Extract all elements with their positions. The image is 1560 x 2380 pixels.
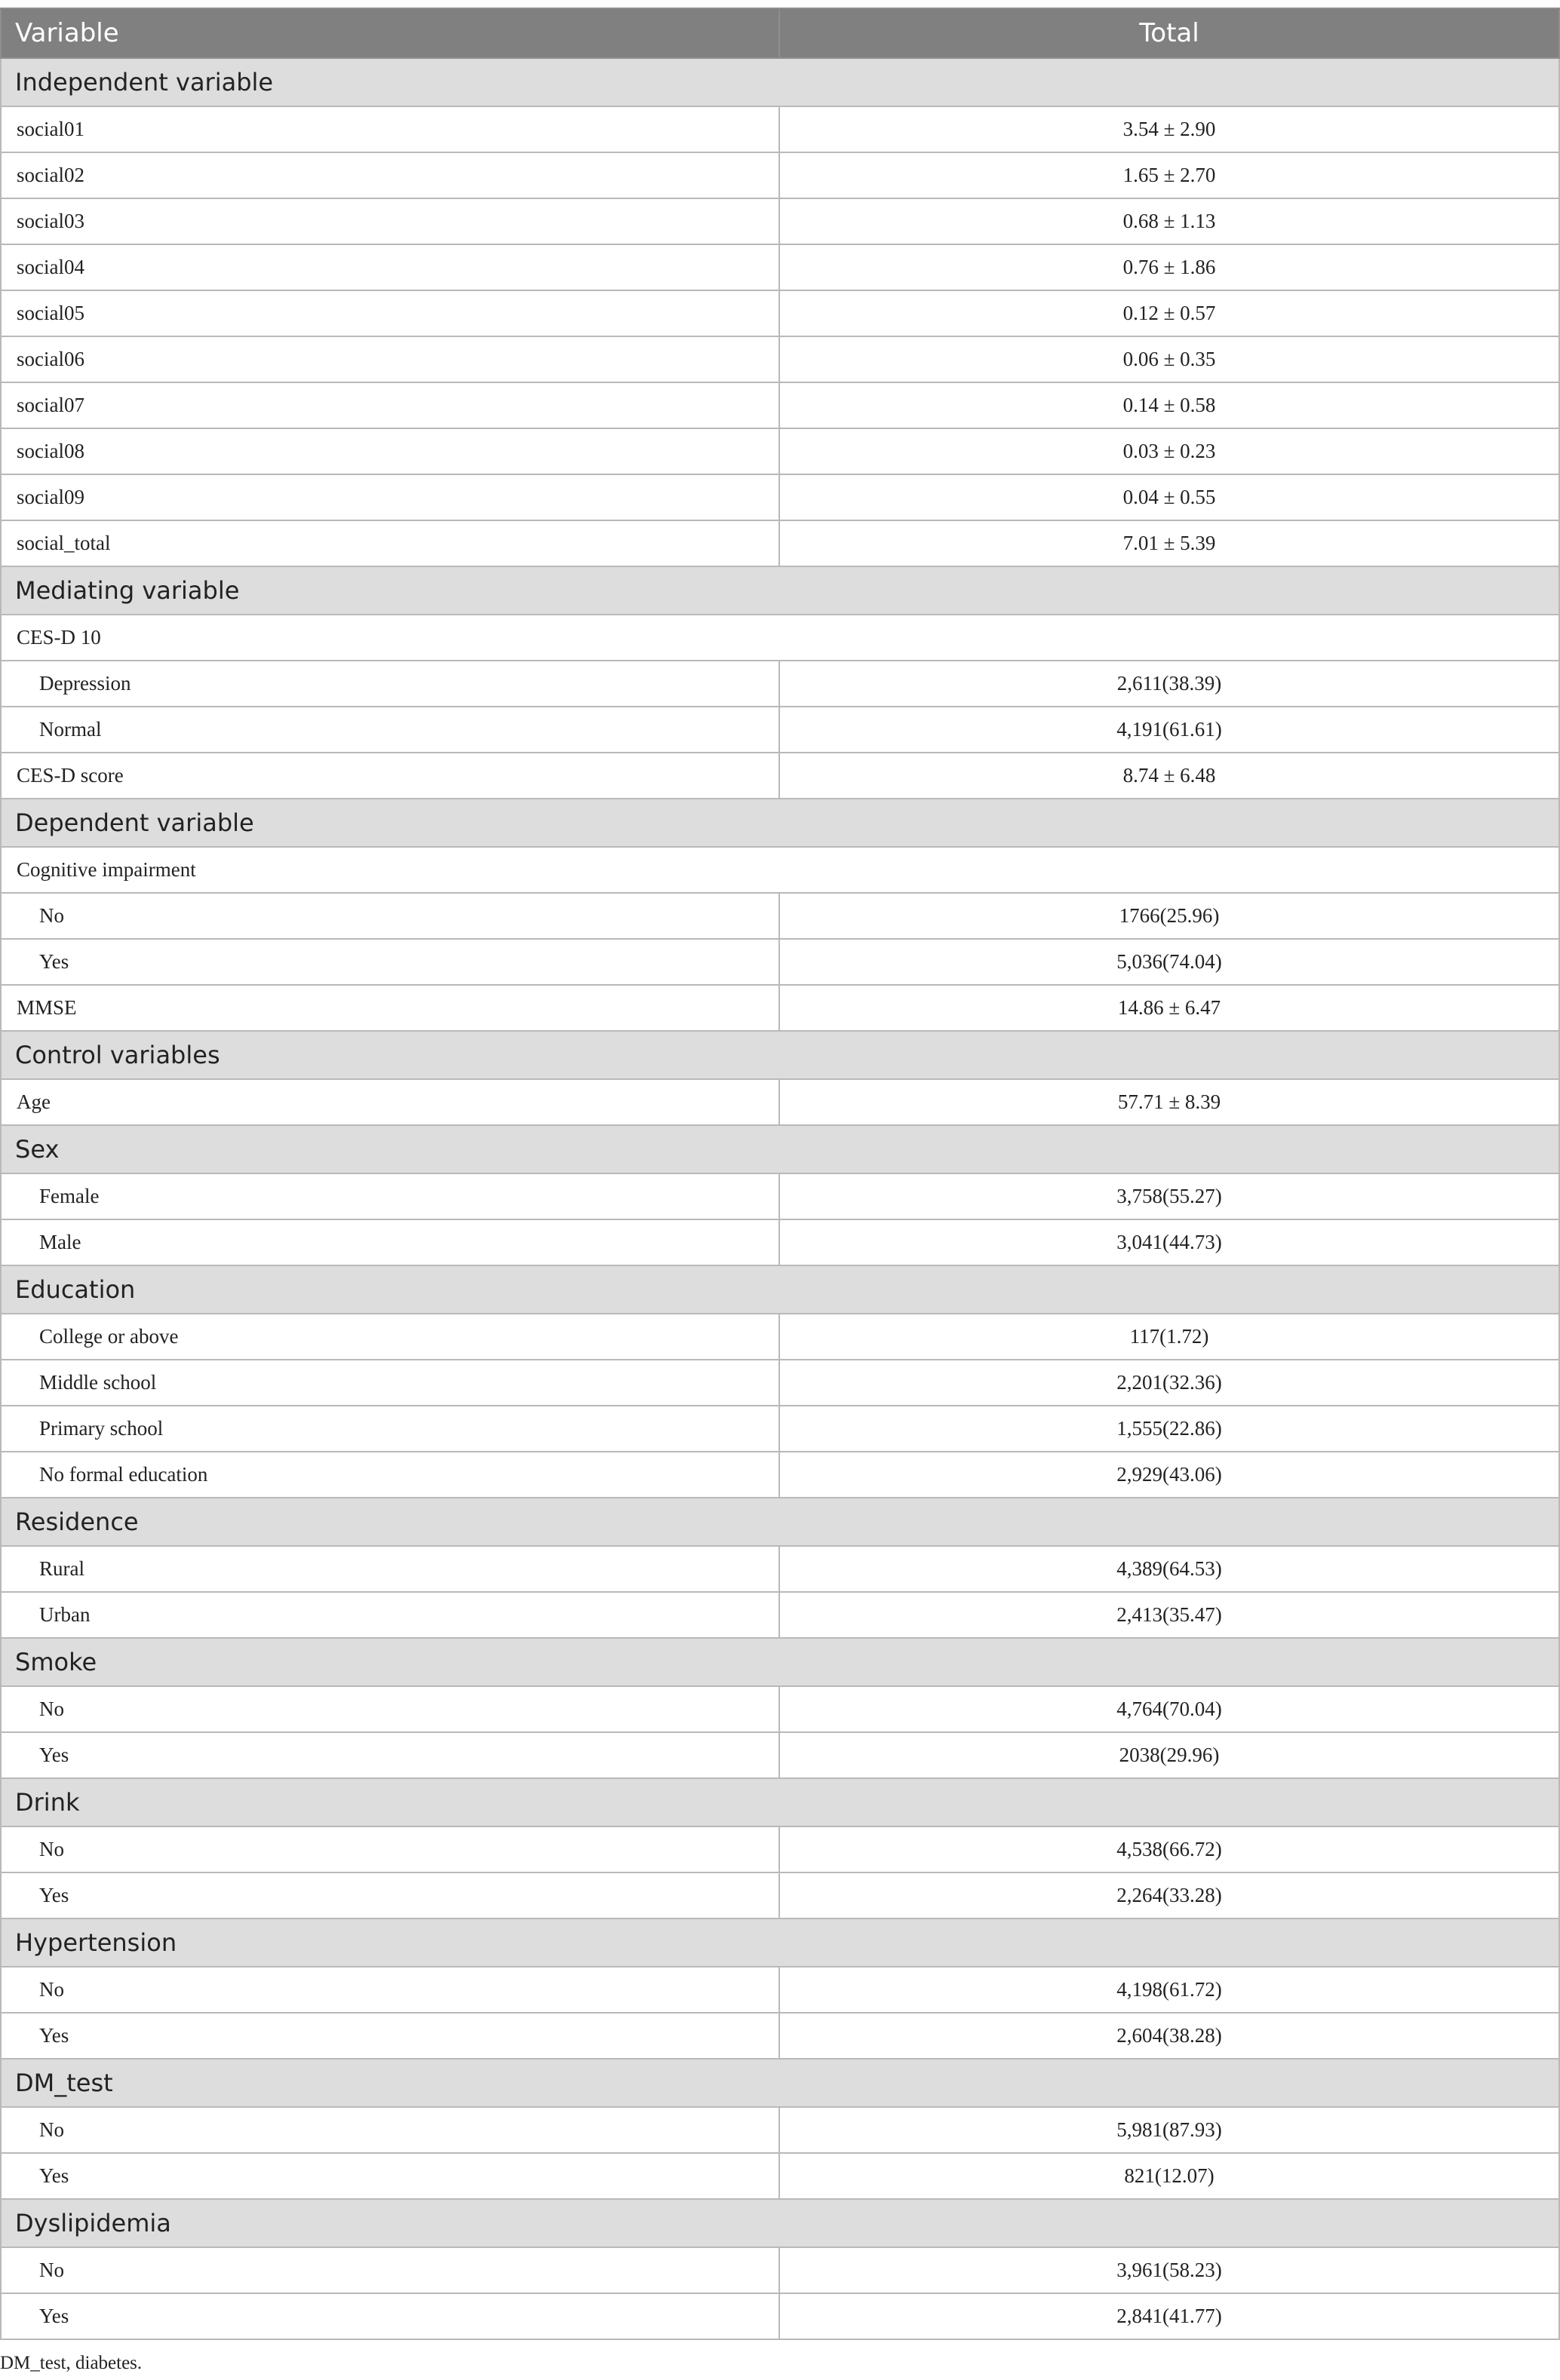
table-row (1, 1173, 1559, 1219)
row-label: Urban (1, 1592, 779, 1638)
table-row (1, 2107, 1559, 2153)
row-value: 0.76 ± 1.86 (779, 244, 1559, 290)
row-label: Yes (1, 939, 779, 985)
row-label: No (1, 1826, 779, 1872)
section-label: Education (1, 1265, 1559, 1314)
row-value: 0.03 ± 0.23 (779, 428, 1559, 474)
section-label: Sex (1, 1125, 1559, 1173)
table-row (1, 2013, 1559, 2059)
table-row (1, 1546, 1559, 1592)
row-value: 2,604(38.28) (779, 2013, 1559, 2059)
row-label: social09 (1, 474, 779, 520)
row-value: 0.68 ± 1.13 (779, 198, 1559, 244)
section-header-row (1, 1498, 1559, 1546)
table-row (1, 244, 1559, 290)
row-value: 14.86 ± 6.47 (779, 985, 1559, 1031)
table-row (1, 1967, 1559, 2013)
header-variable: Variable (1, 8, 779, 58)
row-label: Primary school (1, 1406, 779, 1452)
row-value: 0.14 ± 0.58 (779, 382, 1559, 428)
section-header-row (1, 1031, 1559, 1079)
row-value: 0.06 ± 0.35 (779, 336, 1559, 382)
table-row (1, 382, 1559, 428)
row-label: Yes (1, 1872, 779, 1918)
section-label: Control variables (1, 1031, 1559, 1079)
section-header-row (1, 799, 1559, 847)
table-row (1, 198, 1559, 244)
row-value: 3.54 ± 2.90 (779, 106, 1559, 152)
row-value: 57.71 ± 8.39 (779, 1079, 1559, 1125)
row-label: Yes (1, 2013, 779, 2059)
row-label: social05 (1, 290, 779, 336)
section-header-row (1, 1125, 1559, 1173)
row-value: 117(1.72) (779, 1314, 1559, 1360)
section-label: Dependent variable (1, 799, 1559, 847)
row-label: No (1, 2107, 779, 2153)
table-row (1, 1406, 1559, 1452)
table-row (1, 1592, 1559, 1638)
row-value: 8.74 ± 6.48 (779, 753, 1559, 799)
row-label: MMSE (1, 985, 779, 1031)
table-row (1, 1452, 1559, 1498)
row-label: Rural (1, 1546, 779, 1592)
section-label: Drink (1, 1778, 1559, 1826)
row-value: 4,191(61.61) (779, 707, 1559, 753)
row-label: Yes (1, 1732, 779, 1778)
row-value: 4,538(66.72) (779, 1826, 1559, 1872)
row-label: social03 (1, 198, 779, 244)
table-row (1, 2293, 1559, 2339)
row-label: No (1, 893, 779, 939)
table-row (1, 753, 1559, 799)
row-value: 0.04 ± 0.55 (779, 474, 1559, 520)
table-row (1, 1826, 1559, 1872)
row-label: No (1, 2247, 779, 2293)
table-row (1, 1360, 1559, 1406)
data-table (0, 8, 1560, 2340)
row-label: social_total (1, 520, 779, 566)
table-row (1, 2247, 1559, 2293)
row-value: 2,611(38.39) (779, 661, 1559, 707)
subheading-row (1, 847, 1559, 893)
row-label: Middle school (1, 1360, 779, 1406)
subheading-row (1, 615, 1559, 661)
table-footnote: DM_test, diabetes. (0, 2353, 143, 2373)
table-row (1, 152, 1559, 198)
row-label: Yes (1, 2293, 779, 2339)
table-row (1, 290, 1559, 336)
row-label: No (1, 1967, 779, 2013)
table-row (1, 106, 1559, 152)
row-label: social07 (1, 382, 779, 428)
section-label: Mediating variable (1, 566, 1559, 615)
section-label: DM_test (1, 2059, 1559, 2107)
section-header-row (1, 1778, 1559, 1826)
row-value: 2,413(35.47) (779, 1592, 1559, 1638)
table-row (1, 2153, 1559, 2199)
section-header-row (1, 566, 1559, 615)
table-row (1, 707, 1559, 753)
row-value: 1,555(22.86) (779, 1406, 1559, 1452)
row-label: Male (1, 1219, 779, 1265)
subheading-label: CES-D 10 (1, 615, 1559, 661)
row-value: 4,198(61.72) (779, 1967, 1559, 2013)
row-value: 2,841(41.77) (779, 2293, 1559, 2339)
row-label: Normal (1, 707, 779, 753)
table-row (1, 1732, 1559, 1778)
row-label: social01 (1, 106, 779, 152)
section-header-row (1, 2199, 1559, 2247)
row-value: 0.12 ± 0.57 (779, 290, 1559, 336)
row-label: Age (1, 1079, 779, 1125)
section-header-row (1, 1265, 1559, 1314)
row-value: 3,041(44.73) (779, 1219, 1559, 1265)
row-value: 821(12.07) (779, 2153, 1559, 2199)
row-label: No (1, 1686, 779, 1732)
row-value: 2,264(33.28) (779, 1872, 1559, 1918)
table-row (1, 336, 1559, 382)
section-label: Dyslipidemia (1, 2199, 1559, 2247)
row-label: College or above (1, 1314, 779, 1360)
table-row (1, 661, 1559, 707)
table-row (1, 1686, 1559, 1732)
table-body (1, 58, 1559, 2339)
table-row (1, 893, 1559, 939)
row-value: 1.65 ± 2.70 (779, 152, 1559, 198)
table-row (1, 1872, 1559, 1918)
section-header-row (1, 1918, 1559, 1967)
table-header-row (1, 8, 1559, 58)
table-row (1, 985, 1559, 1031)
row-label: social08 (1, 428, 779, 474)
row-label: social02 (1, 152, 779, 198)
row-label: Female (1, 1173, 779, 1219)
row-value: 4,764(70.04) (779, 1686, 1559, 1732)
row-value: 1766(25.96) (779, 893, 1559, 939)
row-label: Yes (1, 2153, 779, 2199)
row-label: No formal education (1, 1452, 779, 1498)
row-value: 4,389(64.53) (779, 1546, 1559, 1592)
section-label: Hypertension (1, 1918, 1559, 1967)
row-label: social06 (1, 336, 779, 382)
row-value: 3,961(58.23) (779, 2247, 1559, 2293)
table-row (1, 520, 1559, 566)
section-label: Residence (1, 1498, 1559, 1546)
section-header-row (1, 58, 1559, 106)
row-value: 5,981(87.93) (779, 2107, 1559, 2153)
table-row (1, 1079, 1559, 1125)
row-value: 2,201(32.36) (779, 1360, 1559, 1406)
row-value: 3,758(55.27) (779, 1173, 1559, 1219)
row-label: Depression (1, 661, 779, 707)
row-label: social04 (1, 244, 779, 290)
table-row (1, 939, 1559, 985)
header-total: Total (779, 8, 1559, 58)
section-label: Smoke (1, 1638, 1559, 1686)
row-value: 2,929(43.06) (779, 1452, 1559, 1498)
row-value: 2038(29.96) (779, 1732, 1559, 1778)
table-row (1, 428, 1559, 474)
table-row (1, 474, 1559, 520)
row-label: CES-D score (1, 753, 779, 799)
row-value: 5,036(74.04) (779, 939, 1559, 985)
subheading-label: Cognitive impairment (1, 847, 1559, 893)
table-row (1, 1314, 1559, 1360)
section-label: Independent variable (1, 58, 1559, 106)
table-row (1, 1219, 1559, 1265)
row-value: 7.01 ± 5.39 (779, 520, 1559, 566)
section-header-row (1, 2059, 1559, 2107)
section-header-row (1, 1638, 1559, 1686)
